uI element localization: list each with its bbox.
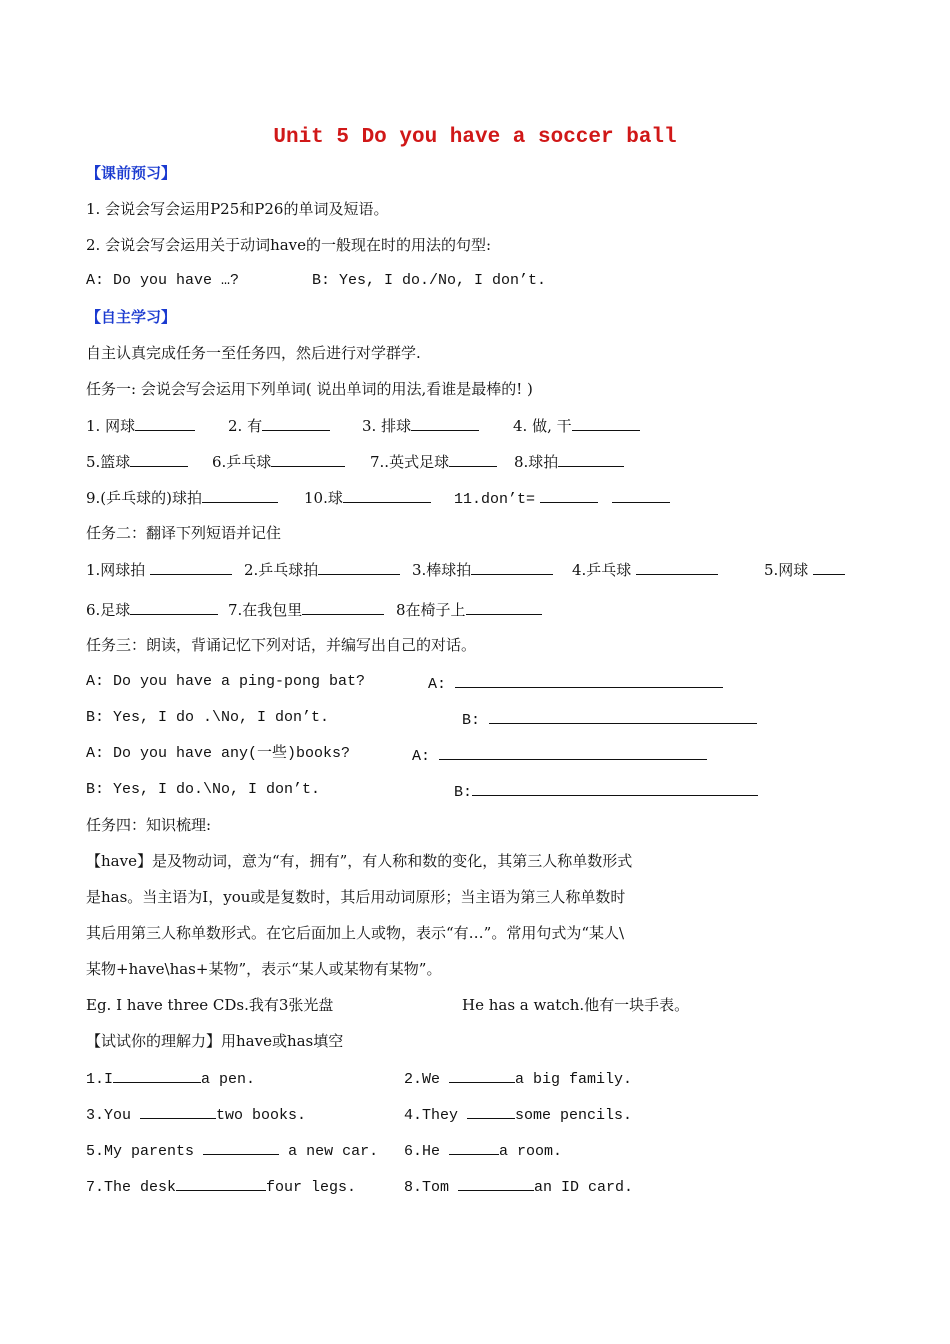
example-sentence: Eg. I have three CDs.我有3张光盘: [86, 996, 334, 1014]
blank[interactable]: [439, 744, 707, 760]
task2-item: 4.乒乓球: [572, 561, 632, 579]
task2-item: 1.网球拍: [86, 561, 146, 579]
task3-heading: 任务三：朗读，背诵记忆下列对话，并编写出自己的对话。: [86, 636, 477, 654]
task2-item: 5.网球: [764, 561, 809, 579]
task2-item: 8在椅子上: [396, 601, 466, 619]
blank[interactable]: [343, 487, 431, 503]
exercise-rest: four legs.: [266, 1179, 357, 1196]
dialogue-blank-line: [454, 780, 758, 803]
dialogue-blank-line: [428, 672, 723, 695]
pattern-answer: B: Yes, I do./No, I don’t.: [312, 272, 547, 289]
dialogue-speaker: B:: [462, 712, 481, 729]
self-study-intro: 自主认真完成任务一至任务四，然后进行对学群学.: [86, 344, 421, 362]
blank[interactable]: [411, 415, 479, 431]
knowledge-line: 是has。当主语为I，you或是复数时，其后用动词原形；当主语为第三人称单数时: [86, 888, 626, 906]
exercise-item: [86, 1103, 306, 1126]
blank[interactable]: [113, 1067, 201, 1083]
exercise-item: [86, 1067, 255, 1090]
blank[interactable]: [203, 1139, 279, 1155]
blank[interactable]: [262, 415, 330, 431]
task1-item: 11.don’t=: [454, 491, 536, 508]
dialogue-line: B: Yes, I do.\No, I don’t.: [86, 781, 321, 798]
exercise-rest: some pencils.: [515, 1107, 633, 1124]
task1-item: 6.乒乓球: [212, 453, 272, 471]
dialogue-speaker: A:: [428, 676, 447, 693]
dialogue-line: A: Do you have a ping-pong bat?: [86, 673, 366, 690]
exercise-rest: a new car.: [288, 1143, 379, 1160]
section-heading-preview: 【课前预习】: [86, 164, 177, 182]
preview-item-1: 1. 会说会写会运用P25和P26的单词及短语。: [86, 200, 389, 218]
blank[interactable]: [271, 451, 345, 467]
pattern-question: A: Do you have …?: [86, 272, 240, 289]
blank[interactable]: [540, 487, 598, 503]
exercise-prompt: 5.My parents: [86, 1143, 195, 1160]
dialogue-blank-line: [462, 708, 757, 731]
exercise-rest: a pen.: [201, 1071, 256, 1088]
dialogue-line: A: Do you have any(一些)books?: [86, 745, 351, 762]
exercise-rest: a room.: [499, 1143, 563, 1160]
blank[interactable]: [636, 559, 718, 575]
task1-item: 2. 有: [228, 417, 263, 435]
task1-item: 8.球拍: [514, 453, 559, 471]
blank[interactable]: [455, 672, 723, 688]
dialogue-line: B: Yes, I do .\No, I don’t.: [86, 709, 330, 726]
task2-item: 7.在我包里: [228, 601, 303, 619]
knowledge-line: 某物+have\has+某物”，表示“某人或某物有某物”。: [86, 960, 442, 978]
task1-item: 9.(乒乓球的)球拍: [86, 489, 203, 507]
task1-item: 10.球: [304, 489, 343, 507]
exercise-prompt: 7.The desk: [86, 1179, 177, 1196]
blank[interactable]: [458, 1175, 534, 1191]
blank[interactable]: [130, 599, 218, 615]
blank[interactable]: [467, 1103, 515, 1119]
blank[interactable]: [489, 708, 757, 724]
exercise-prompt: 6.He: [404, 1143, 441, 1160]
dialogue-speaker: A:: [412, 748, 431, 765]
exercise-rest: a big family.: [515, 1071, 633, 1088]
blank[interactable]: [176, 1175, 266, 1191]
dialogue-speaker: B:: [454, 784, 473, 801]
knowledge-line: 【have】是及物动词，意为“有，拥有”，有人称和数的变化，其第三人称单数形式: [86, 852, 633, 870]
task1-item: 4. 做, 干: [513, 417, 572, 435]
task1-item: 1. 网球: [86, 417, 136, 435]
exercise-prompt: 1.I: [86, 1071, 114, 1088]
exercise-prompt: 4.They: [404, 1107, 459, 1124]
blank[interactable]: [135, 415, 195, 431]
blank[interactable]: [558, 451, 624, 467]
exercise-item: [86, 1139, 378, 1162]
blank[interactable]: [449, 451, 497, 467]
exercise-prompt: 2.We: [404, 1071, 441, 1088]
blank[interactable]: [813, 559, 845, 575]
task2-item: 6.足球: [86, 601, 131, 619]
exercise-rest: two books.: [216, 1107, 307, 1124]
task1-item: 5.篮球: [86, 453, 131, 471]
exercise-item: [404, 1175, 633, 1198]
example-sentence: He has a watch.他有一块手表。: [462, 996, 690, 1014]
exercise-item: [86, 1175, 356, 1198]
blank[interactable]: [130, 451, 188, 467]
dialogue-blank-line: [412, 744, 707, 767]
task1-heading: 任务一: 会说会写会运用下列单词( 说出单词的用法,看谁是最棒的! ): [86, 380, 533, 398]
blank[interactable]: [472, 780, 758, 796]
blank[interactable]: [466, 599, 542, 615]
task4-heading: 任务四：知识梳理:: [86, 816, 212, 834]
exercise-rest: an ID card.: [534, 1179, 634, 1196]
exercise-item: [404, 1139, 562, 1162]
blank[interactable]: [612, 487, 670, 503]
exercise-prompt: 8.Tom: [404, 1179, 450, 1196]
task1-item: 7..英式足球: [370, 453, 450, 471]
blank[interactable]: [150, 559, 232, 575]
section-heading-self-study: 【自主学习】: [86, 308, 177, 326]
exercise-item: [404, 1067, 632, 1090]
blank[interactable]: [449, 1139, 499, 1155]
knowledge-line: 其后用第三人称单数形式。在它后面加上人或物，表示“有…”。常用句式为“某人\: [86, 924, 625, 942]
task2-item: 3.棒球拍: [412, 561, 472, 579]
blank[interactable]: [318, 559, 400, 575]
exercise-heading: 【试试你的理解力】用have或has填空: [86, 1032, 344, 1050]
blank[interactable]: [140, 1103, 216, 1119]
task1-item: 3. 排球: [362, 417, 412, 435]
page-title: Unit 5 Do you have a soccer ball: [273, 126, 677, 149]
exercise-item: [404, 1103, 632, 1126]
blank[interactable]: [471, 559, 553, 575]
blank[interactable]: [572, 415, 640, 431]
task2-heading: 任务二：翻译下列短语并记住: [86, 524, 282, 542]
exercise-prompt: 3.You: [86, 1107, 132, 1124]
blank[interactable]: [449, 1067, 515, 1083]
blank[interactable]: [302, 599, 384, 615]
task2-item: 2.乒乓球拍: [244, 561, 319, 579]
preview-item-2: 2. 会说会写会运用关于动词have的一般现在时的用法的句型:: [86, 236, 492, 254]
blank[interactable]: [202, 487, 278, 503]
